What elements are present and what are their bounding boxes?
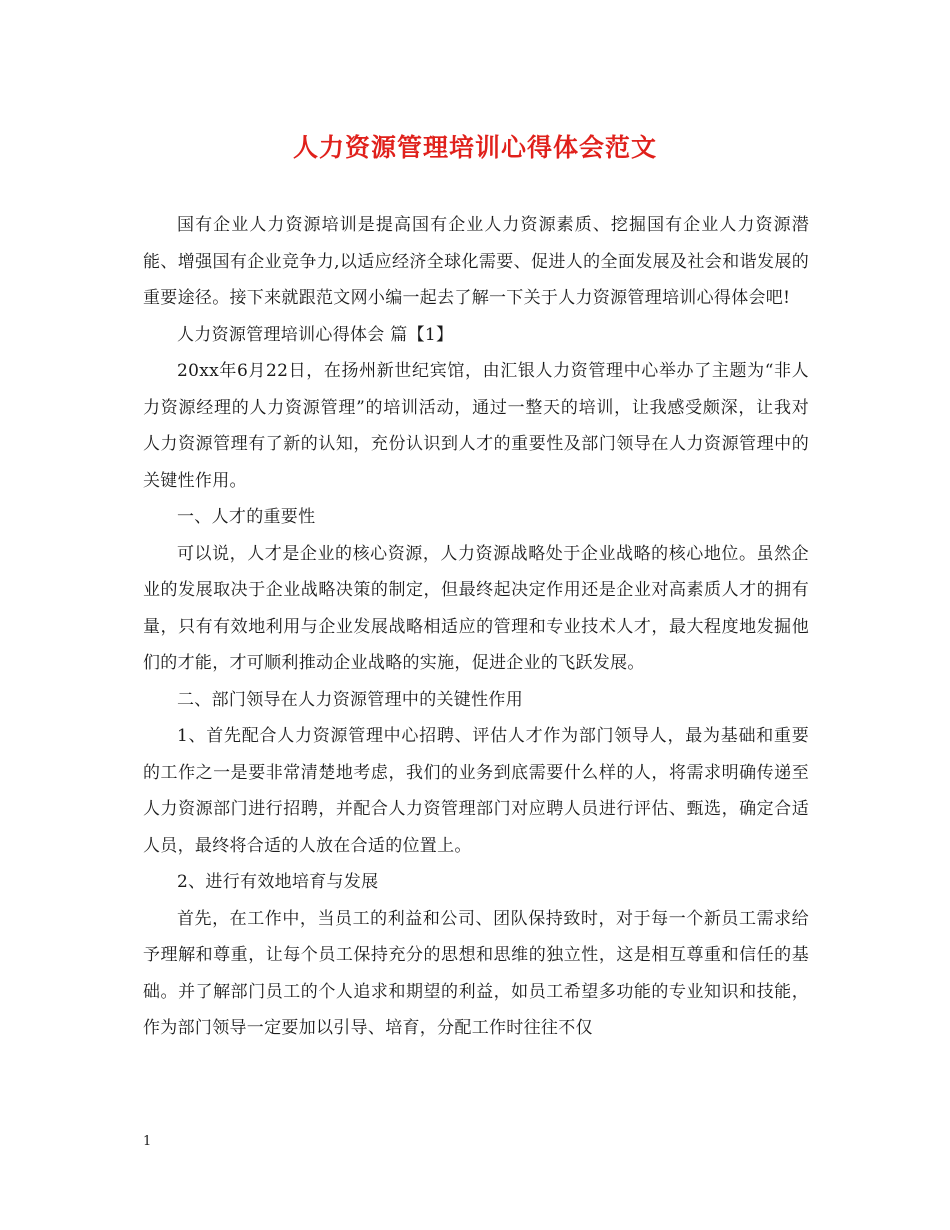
paragraph-talent: 可以说，人才是企业的核心资源，人力资源战略处于企业战略的核心地位。虽然企业的发展取决于企业战略决策的制定，但最终起决定作用还是企业对高素质人才的拥有量，只有有效地利用与企业发展战略相适应的管理和专业技术人才，最大程度地发掘他们的才能，才可顺利推动企业战略的实施，促进企业的飞跃发展。 [143,543,809,673]
document-body [143,207,809,1047]
page-number: 1 [143,1134,152,1149]
paragraph-training-event: 20xx年6月22日，在扬州新世纪宾馆，由汇银人力资管理中心举办了主题为“非人力资源经理的人力资源管理”的培训活动，通过一整天的培训，让我感受颇深，让我对人力资源管理有了新的认知，充份认识到人才的重要性及部门领导在人力资源管理中的关键性作用。 [143,361,809,491]
document-title: 人力资源管理培训心得体会范文 [292,133,657,162]
heading-talent-importance: 一、人才的重要性 [177,507,316,527]
paragraph-cultivation: 首先，在工作中，当员工的利益和公司、团队保持致时，对于每一个新员工需求给予理解和尊重，让每个员工保持充分的思想和思维的独立性，这是相互尊重和信任的基础。并了解部门员工的个人追求和期望的利益，如员工希望多功能的专业知识和技能，作为部门领导一定要加以引导、培育，分配工作时往往不仅 [143,908,809,1038]
heading-cultivation: 2、进行有效地培育与发展 [177,872,379,892]
heading-department-leader-role: 二、部门领导在人力资源管理中的关键性作用 [177,689,523,710]
paragraph-intro: 国有企业人力资源培训是提高国有企业人力资源素质、挖掘国有企业人力资源潜能、增强国有企业竞争力,以适应经济全球化需要、促进人的全面发展及社会和谐发展的重要途径。接下来就跟范文网小编一起去了解一下关于人力资源管理培训心得体会吧! [143,215,809,308]
paragraph-recruiting: 1、首先配合人力资源管理中心招聘、评估人才作为部门领导人，最为基础和重要的工作之一是要非常清楚地考虑，我们的业务到底需要什么样的人，将需求明确传递至人力资源部门进行招聘，并配合人力资管理部门对应聘人员进行评估、甄选，确定合适人员，最终将合适的人放在合适的位置上。 [143,726,809,856]
section-heading-part1: 人力资源管理培训心得体会 篇【1】 [177,324,454,345]
